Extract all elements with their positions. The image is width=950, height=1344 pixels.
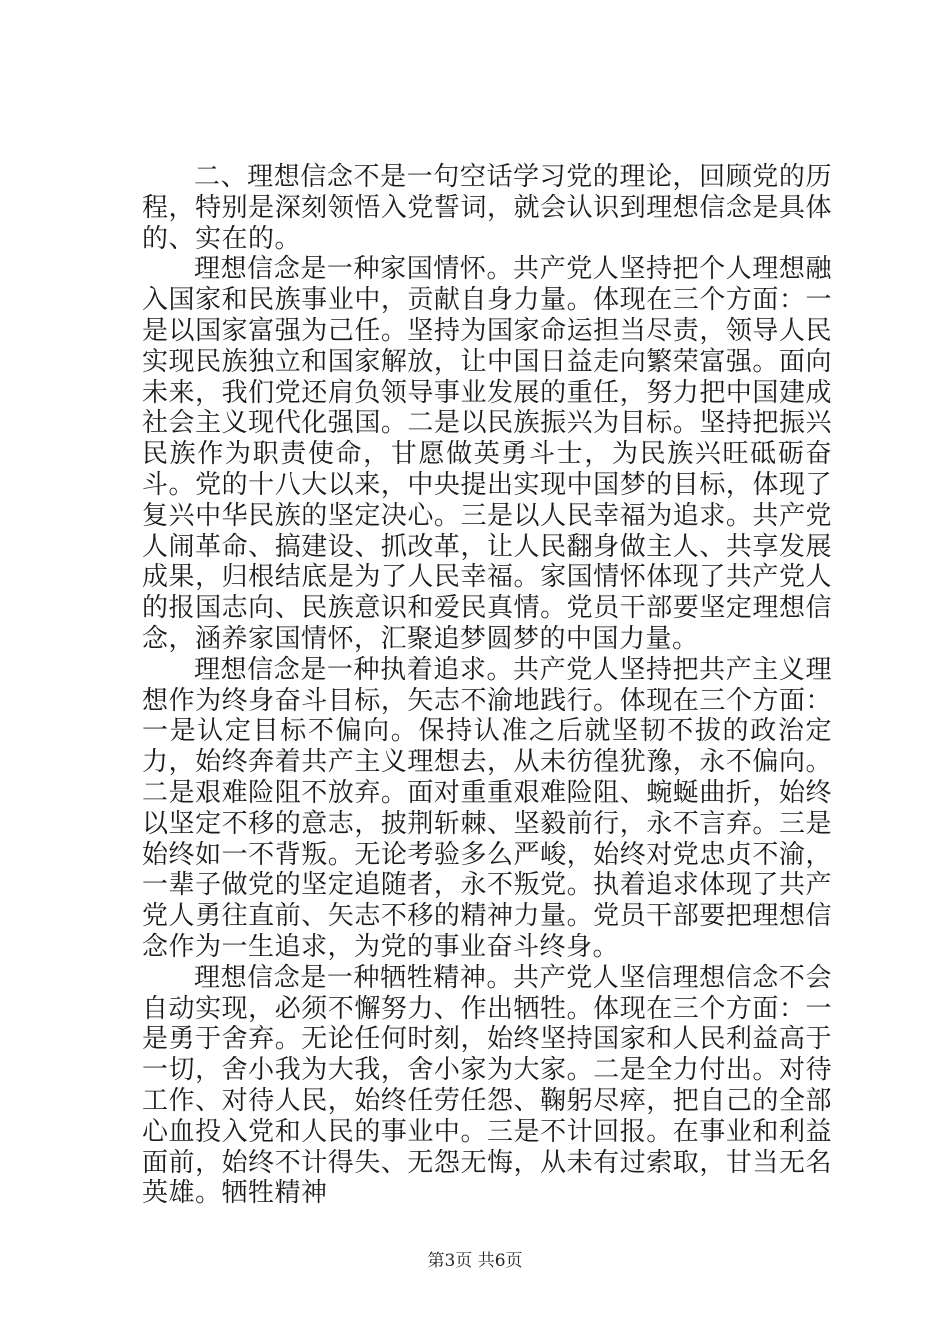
paragraph-sacrifice-spirit: 理想信念是一种牺牲精神。共产党人坚信理想信念不会自动实现，必须不懈努力、作出牺牲。体现在三个方面：一是勇于舍弃。无论任何时刻，始终坚持国家和人民利益高于一切，舍小我为大我，舍小家为大家。二是全力付出。对待工作、对待人民，始终任劳任怨、鞠躬尽瘁，把自己的全部心血投入党和人民的事业中。三是不计回报。在事业和利益面前，始终不计得失、无怨无悔，从未有过索取，甘当无名英雄。牺牲精神 bbox=[142, 962, 832, 1209]
document-body bbox=[142, 162, 832, 1209]
paragraph-persistent-pursuit: 理想信念是一种执着追求。共产党人坚持把共产主义理想作为终身奋斗目标，矢志不渝地践行。体现在三个方面：一是认定目标不偏向。保持认准之后就坚韧不拔的政治定力，始终奔着共产主义理想去，从未彷徨犹豫，永不偏向。二是艰难险阻不放弃。面对重重艰难险阻、蜿蜒曲折，始终以坚定不移的意志，披荆斩棘、坚毅前行，永不言弃。三是始终如一不背叛。无论考验多么严峻，始终对党忠贞不渝，一辈子做党的坚定追随者，永不叛党。执着追求体现了共产党人勇往直前、矢志不移的精神力量。党员干部要把理想信念作为一生追求，为党的事业奋斗终身。 bbox=[142, 654, 832, 962]
paragraph-family-nation: 理想信念是一种家国情怀。共产党人坚持把个人理想融入国家和民族事业中，贡献自身力量。体现在三个方面：一是以国家富强为己任。坚持为国家命运担当尽责，领导人民实现民族独立和国家解放，让中国日益走向繁荣富强。面向未来，我们党还肩负领导事业发展的重任，努力把中国建成社会主义现代化强国。二是以民族振兴为目标。坚持把振兴民族作为职责使命，甘愿做英勇斗士，为民族兴旺砥砺奋斗。党的十八大以来，中央提出实现中国梦的目标，体现了复兴中华民族的坚定决心。三是以人民幸福为追求。共产党人闹革命、搞建设、抓改革，让人民翻身做主人、共享发展成果，归根结底是为了人民幸福。家国情怀体现了共产党人的报国志向、民族意识和爱民真情。党员干部要坚定理想信念，涵养家国情怀，汇聚追梦圆梦的中国力量。 bbox=[142, 254, 832, 654]
page-footer: 第3页 共6页 bbox=[427, 1251, 523, 1271]
paragraph-section-heading: 二、理想信念不是一句空话学习党的理论，回顾党的历程，特别是深刻领悟入党誓词，就会认识到理想信念是具体的、实在的。 bbox=[142, 162, 832, 254]
